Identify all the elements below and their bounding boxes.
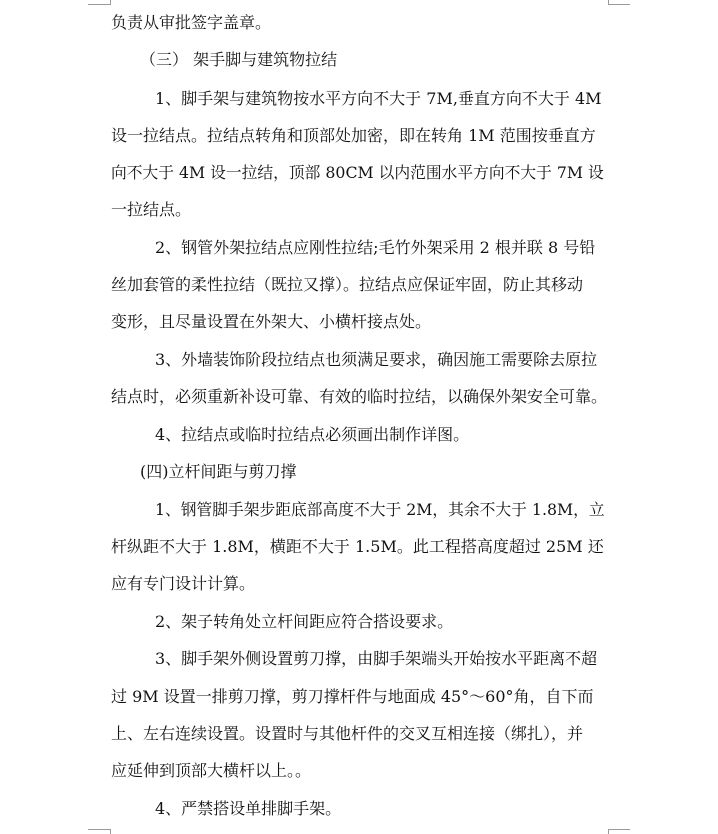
body-line: 向不大于 4M 设一拉结，顶部 80CM 以内范围水平方向不大于 7M 设 [111, 163, 604, 182]
body-line: 4、拉结点或临时拉结点必须画出制作详图。 [155, 425, 470, 444]
body-line: 应有专门设计计算。 [111, 574, 256, 593]
body-line: 3、脚手架外侧设置剪刀撑，由脚手架端头开始按水平距离不超 [155, 649, 598, 668]
body-line: 3、外墙装饰阶段拉结点也须满足要求，确因施工需要除去原拉 [155, 350, 598, 369]
body-line: 2、架子转角处立杆间距应符合搭设要求。 [155, 612, 454, 631]
crop-mark-bottom-right-vertical [608, 829, 609, 834]
body-line: 负责从审批签字盖章。 [111, 13, 272, 32]
body-line: 结点时，必须重新补设可靠、有效的临时拉结，以确保外架安全可靠。 [111, 387, 608, 406]
body-line: 变形，且尽量设置在外架大、小横杆接点处。 [111, 312, 432, 331]
body-line: 丝加套管的柔性拉结（既拉又撑）。拉结点应保证牢固，防止其移动 [111, 275, 584, 294]
body-line: 上、左右连续设置。设置时与其他杆件的交叉互相连接（绑扎），并 [111, 724, 584, 743]
body-line: 过 9M 设置一排剪刀撑，剪刀撑杆件与地面成 45°～60°角，自下而 [111, 687, 594, 706]
body-line: 2、钢管外架拉结点应刚性拉结;毛竹外架采用 2 根并联 8 号铅 [155, 238, 596, 257]
body-line: 一拉结点。 [111, 200, 192, 219]
crop-mark-bottom-left [88, 829, 110, 830]
crop-mark-top-right [608, 4, 630, 5]
section-heading-3: （三） 架手脚与建筑物拉结 [140, 50, 338, 69]
body-line: 设一拉结点。拉结点转角和顶部处加密，即在转角 1M 范围按垂直方 [111, 126, 596, 145]
crop-mark-top-right-vertical [608, 0, 609, 5]
body-line: 1、钢管脚手架步距底部高度不大于 2M，其余不大于 1.8M，立 [155, 500, 605, 519]
body-line: 杆纵距不大于 1.8M，横距不大于 1.5M。此工程搭高度超过 25M 还 [111, 537, 604, 556]
crop-mark-top-left-vertical [110, 0, 111, 5]
body-line: 4、严禁搭设单排脚手架。 [155, 799, 342, 818]
section-heading-4: (四)立杆间距与剪刀撑 [140, 462, 297, 481]
crop-mark-bottom-right [608, 829, 630, 830]
body-line: 应延伸到顶部大横杆以上。。 [111, 761, 312, 780]
crop-mark-bottom-left-vertical [110, 829, 111, 834]
crop-mark-top-left [88, 4, 110, 5]
body-line: 1、脚手架与建筑物按水平方向不大于 7M,垂直方向不大于 4M [155, 89, 602, 108]
